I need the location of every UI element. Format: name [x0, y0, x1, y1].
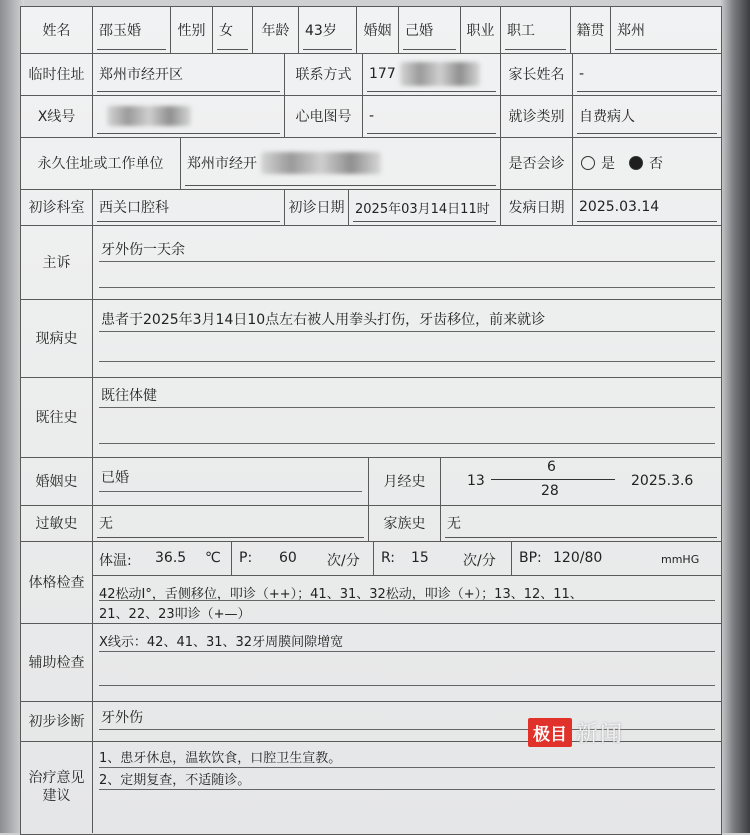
- news-watermark: [528, 717, 624, 748]
- perm-addr-label: 永久住址或工作单位: [21, 137, 181, 189]
- row-marriage-menses: [21, 457, 721, 506]
- menses-duration: 6: [547, 459, 556, 475]
- name-value: 邵玉婚: [93, 7, 171, 53]
- exam-label: 体格检查: [21, 541, 93, 623]
- visit-date-value: 2025年03月14日11时: [349, 189, 501, 225]
- menses-area: [441, 457, 721, 505]
- contact-label: 联系方式: [285, 53, 363, 95]
- gender-value: 女: [213, 7, 253, 53]
- treatment-label-line-2: 建议: [42, 788, 71, 804]
- menses-cycle: 28: [541, 483, 559, 499]
- treatment-line-2: 2、定期复查，不适随诊。: [99, 773, 251, 788]
- allergy-value: 无: [93, 505, 369, 541]
- aux-text: X线示：42、41、31、32牙周膜间隙增宽: [99, 635, 344, 650]
- treatment-label: [21, 741, 93, 833]
- menses-age: 13: [467, 473, 485, 489]
- marriage-area: [93, 457, 369, 505]
- redacted-phone: [400, 62, 480, 86]
- watermark-badge: 极目: [528, 718, 572, 747]
- row-dept-dates: [21, 189, 721, 226]
- visit-type-value: 自费病人: [573, 95, 721, 137]
- pulse-unit: 次/分: [327, 553, 360, 569]
- row-physical-exam: [21, 541, 721, 624]
- redacted-xray-number: [107, 106, 191, 126]
- consult-options: [573, 137, 721, 189]
- treatment-area: [93, 741, 721, 833]
- guardian-label: 家长姓名: [501, 53, 573, 95]
- contact-value: 177: [363, 53, 501, 95]
- present-area: [93, 299, 721, 377]
- visit-type-label: 就诊类别: [501, 95, 573, 137]
- native-value: 郑州: [611, 7, 721, 53]
- ecg-value: -: [363, 95, 501, 137]
- watermark-text: 新闻: [576, 722, 625, 747]
- marriage-text: 已婚: [101, 470, 129, 486]
- diagnosis-text: 牙外伤: [101, 710, 143, 726]
- row-permanent-address: [21, 137, 721, 190]
- past-label: 既往史: [21, 377, 93, 457]
- row-basic-info: [21, 7, 721, 54]
- resp-value: 15: [411, 550, 429, 566]
- marriage-label: 婚姻史: [21, 457, 93, 505]
- exam-line-1: 42松动I°，舌侧移位，叩诊（++）；41、31、32松动，叩诊（+）；13、12、11、: [99, 587, 583, 602]
- bp-label: BP:: [519, 550, 542, 566]
- temp-value: 36.5: [155, 550, 187, 566]
- medical-record-form: [20, 6, 722, 835]
- allergy-label: 过敏史: [21, 505, 93, 541]
- exam-line-2: 21、22、23叩诊（+—）: [99, 607, 251, 622]
- present-label: 现病史: [21, 299, 93, 377]
- xray-label: X线号: [21, 95, 93, 137]
- marital-label: 婚姻: [357, 7, 399, 53]
- row-address-contact: [21, 53, 721, 96]
- row-xray-ecg: [21, 95, 721, 138]
- perm-addr-value: 郑州市经开: [181, 137, 501, 189]
- temp-addr-label: 临时住址: [21, 53, 93, 95]
- age-value: 43岁: [299, 7, 357, 53]
- bp-value: 120/80: [553, 550, 603, 566]
- past-text: 既往体健: [101, 388, 157, 404]
- row-past-history: [21, 377, 721, 458]
- treatment-line-1: 1、患牙休息，温软饮食，口腔卫生宣教。: [99, 751, 342, 766]
- exam-area: [93, 541, 721, 623]
- onset-value: 2025.03.14: [573, 189, 721, 225]
- consult-yes-label: 是: [601, 156, 615, 172]
- row-treatment: [21, 741, 721, 833]
- row-allergy-family: [21, 505, 721, 542]
- row-chief-complaint: [21, 225, 721, 300]
- menses-fraction-line: [491, 479, 615, 480]
- photo-shadow-right: [720, 0, 750, 833]
- present-text: 患者于2025年3月14日10点左右被人用拳头打伤，牙齿移位，前来就诊: [101, 312, 546, 328]
- dept-value: 西关口腔科: [93, 189, 285, 225]
- pulse-value: 60: [279, 550, 297, 566]
- bp-unit: mmHG: [661, 553, 700, 566]
- dept-label: 初诊科室: [21, 189, 93, 225]
- treatment-label-line-1: 治疗意见: [28, 770, 85, 786]
- guardian-value: -: [573, 53, 721, 95]
- menses-last-date: 2025.3.6: [631, 473, 694, 489]
- occupation-value: 职工: [501, 7, 571, 53]
- aux-label: 辅助检查: [21, 623, 93, 701]
- pulse-label: P:: [239, 550, 253, 566]
- complaint-text: 牙外伤一天余: [101, 242, 185, 258]
- age-label: 年龄: [253, 7, 299, 53]
- consult-no-radio[interactable]: [629, 156, 643, 170]
- gender-label: 性别: [171, 7, 213, 53]
- family-value: 无: [441, 505, 721, 541]
- consult-no-label: 否: [649, 156, 663, 172]
- menses-label: 月经史: [369, 457, 441, 505]
- temp-addr-value: 郑州市经开区: [93, 53, 285, 95]
- row-present-illness: [21, 299, 721, 378]
- complaint-area: [93, 225, 721, 299]
- diagnosis-area: [93, 701, 721, 741]
- xray-value: [93, 95, 285, 137]
- redacted-address: [261, 152, 381, 174]
- family-label: 家族史: [369, 505, 441, 541]
- consult-label: 是否会诊: [501, 137, 573, 189]
- marital-value: 己婚: [399, 7, 461, 53]
- resp-unit: 次/分: [463, 553, 496, 569]
- onset-label: 发病日期: [501, 189, 573, 225]
- temp-label: 体温:: [99, 553, 132, 569]
- past-area: [93, 377, 721, 457]
- diagnosis-label: 初步诊断: [21, 701, 93, 741]
- name-label: 姓名: [21, 7, 93, 53]
- aux-area: [93, 623, 721, 701]
- complaint-label: 主诉: [21, 225, 93, 299]
- row-auxiliary-exam: [21, 623, 721, 702]
- consult-yes-radio[interactable]: [581, 156, 595, 170]
- occupation-label: 职业: [461, 7, 501, 53]
- native-label: 籍贯: [571, 7, 611, 53]
- resp-label: R:: [381, 550, 396, 566]
- temp-unit: ℃: [205, 550, 221, 566]
- visit-date-label: 初诊日期: [285, 189, 349, 225]
- ecg-label: 心电图号: [285, 95, 363, 137]
